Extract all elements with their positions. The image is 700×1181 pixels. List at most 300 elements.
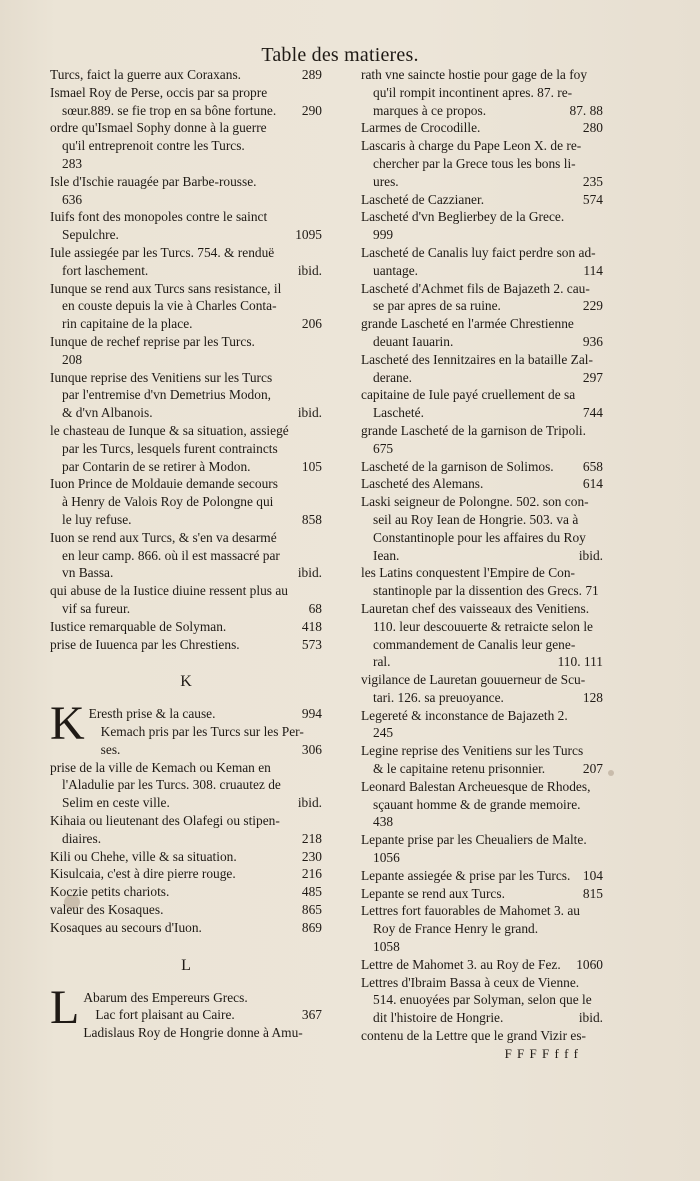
page-reference: 128 [582, 689, 603, 705]
entry-line [50, 102, 322, 120]
index-entry [50, 883, 322, 901]
entry-text: à Henry de Valois Roy de Polongne qui [62, 494, 274, 510]
page-reference: 114 [583, 262, 603, 278]
entry-line [361, 618, 603, 636]
entry-text: 675 [373, 440, 394, 456]
k-entries [50, 697, 322, 936]
entry-line [361, 796, 603, 814]
page-reference: 104 [582, 867, 603, 883]
entry-line [361, 297, 603, 315]
page-reference: 68 [308, 600, 322, 616]
entry-line [50, 883, 322, 901]
entry-text: Kisulcaia, c'est à dire pierre rouge. [50, 866, 236, 882]
page-reference: 229 [582, 298, 603, 314]
entry-line [50, 529, 322, 547]
entry-text: 208 [62, 351, 83, 367]
entry-text: Lettres d'Ibraim Bassa à ceux de Vienne. [361, 974, 580, 990]
index-entry [50, 618, 322, 636]
entry-text: Lascheté. [373, 405, 424, 421]
entry-line [50, 511, 322, 529]
page-reference: 936 [582, 333, 603, 349]
entry-line [50, 618, 322, 636]
entry-text: 999 [373, 227, 394, 243]
entry-text: uantage. [373, 262, 418, 278]
entry-text: Legine reprise des Venitiens sur les Turcs [361, 743, 584, 759]
entry-text: Legereté & inconstance de Bajazeth 2. [361, 707, 568, 723]
entry-text: 636 [62, 191, 83, 207]
entry-text: Ladislaus Roy de Hongrie donne à Amu- [83, 1025, 303, 1041]
section-heading-l: L [181, 956, 191, 974]
entry-text: 1056 [373, 850, 400, 866]
entry-text: les Latins conquestent l'Empire de Con- [361, 565, 576, 581]
index-entry [50, 901, 322, 919]
page-reference: 230 [301, 848, 322, 864]
entry-line [50, 582, 322, 600]
entry-text: sçauant homme & de grande memoire. [373, 796, 581, 812]
page-reference: 290 [301, 102, 322, 118]
page-reference: ibid. [297, 795, 322, 811]
entry-line [83, 1006, 322, 1024]
entry-line [361, 493, 603, 511]
page-reference: 858 [301, 511, 322, 527]
entry-text: tari. 126. sa preuoyance. [373, 689, 504, 705]
entry-line [361, 653, 603, 671]
entry-text: Roy de France Henry le grand. [373, 921, 539, 937]
index-entry [361, 315, 603, 351]
entry-line [361, 280, 603, 298]
entry-line [89, 723, 322, 741]
entry-text: en leur camp. 866. où il est massacré par [62, 547, 280, 563]
entry-text: Sepulchre. [62, 227, 119, 243]
entry-text: Kili ou Chehe, ville & sa situation. [50, 848, 237, 864]
entry-text: Iustice remarquable de Solyman. [50, 618, 227, 634]
entry-text: Leonard Balestan Archeuesque de Rhodes, [361, 778, 591, 794]
entry-line [50, 848, 322, 866]
entry-text: derane. [373, 369, 413, 385]
drop-cap: L [50, 980, 80, 1034]
entry-text: Lascheté de Canalis luy faict perdre son ad- [361, 244, 596, 260]
index-entry [361, 956, 603, 974]
index-entry [361, 137, 603, 190]
entry-text: Lascheté d'Achmet fils de Bajazeth 2. cau- [361, 280, 590, 296]
entry-line [361, 1027, 603, 1045]
entry-text: par l'entremise d'vn Demetrius Modon, [62, 387, 271, 403]
entry-text: seil au Roy Iean de Hongrie. 503. va à [373, 511, 579, 527]
entry-line [361, 422, 603, 440]
entry-text: ral. [373, 654, 391, 670]
entry-text: vif sa fureur. [62, 600, 131, 616]
entry-line [50, 137, 322, 155]
entry-line [361, 742, 603, 760]
entry-text: en couste depuis la vie à Charles Conta- [62, 298, 277, 314]
page-reference: 87. 88 [569, 102, 603, 118]
entry-text: Lepante assiegée & prise par les Turcs. [361, 867, 571, 883]
entry-text: commandement de Canalis leur gene- [373, 636, 576, 652]
entry-text: valeur des Kosaques. [50, 902, 164, 918]
index-entry [361, 600, 603, 671]
entry-text: Kemach pris par les Turcs sur les Per- [100, 724, 304, 740]
right-entries [361, 66, 603, 1045]
entry-text: Kihaia ou lieutenant des Olafegi ou stipen- [50, 813, 280, 829]
entry-text: qu'il rompit incontinent apres. 87. re- [373, 84, 573, 100]
entry-text: qui abuse de la Iustice diuine ressent plus au [50, 583, 288, 599]
entry-line [50, 369, 322, 387]
index-entry [50, 333, 322, 369]
l-entries [50, 980, 322, 1042]
index-entry [361, 974, 603, 1027]
entry-text: Lascaris à charge du Pape Leon X. de re- [361, 138, 582, 154]
index-entry [361, 351, 603, 387]
entry-line [50, 244, 322, 262]
index-entry [50, 208, 322, 244]
page-reference: 573 [301, 636, 322, 652]
entry-text: se par apres de sa ruine. [373, 298, 501, 314]
entry-text: chercher par la Grece tous les bons li- [373, 155, 576, 171]
entry-line [50, 297, 322, 315]
page-reference: 994 [301, 706, 322, 722]
entry-line [361, 902, 603, 920]
entry-line [361, 102, 603, 120]
page-reference: 744 [582, 405, 603, 421]
page-reference: 865 [301, 902, 322, 918]
catchword: F F F F f f f [504, 1045, 579, 1061]
entry-line [50, 262, 322, 280]
entry-text: Lepante se rend aux Turcs. [361, 885, 505, 901]
entry-line [361, 689, 603, 707]
page-reference: ibid. [297, 565, 322, 581]
entry-line [361, 813, 603, 831]
entry-text: deuant Iauarin. [373, 333, 454, 349]
index-entry [361, 458, 603, 476]
entry-line [361, 244, 603, 262]
entry-line [361, 386, 603, 404]
entry-text: Lauretan chef des vaisseaux des Venitiens. [361, 600, 590, 616]
entry-line [50, 547, 322, 565]
entry-line [361, 920, 603, 938]
entry-line [50, 84, 322, 102]
entry-text: 438 [373, 814, 394, 830]
drop-cap: K [50, 697, 85, 751]
entry-text: Iunque se rend aux Turcs sans resistance, il [50, 280, 282, 296]
index-entry [50, 697, 322, 758]
index-entry [361, 885, 603, 903]
entry-line [361, 885, 603, 903]
index-entry [361, 422, 603, 458]
entry-line [361, 600, 603, 618]
entry-text: capitaine de Iule payé cruellement de sa [361, 387, 576, 403]
index-entry [361, 867, 603, 885]
page-reference: 485 [301, 884, 322, 900]
index-entry [50, 582, 322, 618]
entry-line [50, 404, 322, 422]
entry-line [361, 475, 603, 493]
index-entry [361, 671, 603, 707]
entry-text: ordre qu'Ismael Sophy donne à la guerre [50, 120, 267, 136]
page-reference: ibid. [297, 262, 322, 278]
entry-line [361, 333, 603, 351]
entry-text: Iunque reprise des Venitiens sur les Turcs [50, 369, 273, 385]
entry-text: dit l'histoire de Hongrie. [373, 1010, 504, 1026]
entry-line [361, 831, 603, 849]
entry-text: diaires. [62, 830, 102, 846]
entry-text: grande Lascheté de la garnison de Tripoli. [361, 422, 586, 438]
entry-text: & d'vn Albanois. [62, 405, 153, 421]
entry-text: Laski seigneur de Polongne. 502. son con- [361, 494, 589, 510]
index-entry [361, 66, 603, 119]
entry-text: vn Bassa. [62, 565, 114, 581]
page-reference: 280 [582, 120, 603, 136]
index-entry [50, 475, 322, 528]
entry-text: rin capitaine de la place. [62, 316, 193, 332]
page-reference: 216 [301, 866, 322, 882]
page-reference: 1060 [576, 956, 603, 972]
entry-line [83, 1024, 322, 1042]
entry-line [50, 564, 322, 582]
page-reference: 218 [301, 830, 322, 846]
entry-text: prise de Iuuenca par les Chrestiens. [50, 636, 240, 652]
page-reference: 869 [301, 919, 322, 935]
entry-text: marques à ce propos. [373, 102, 487, 118]
entry-line [361, 173, 603, 191]
page-reference: ibid. [578, 1010, 603, 1026]
page-reference: 235 [582, 173, 603, 189]
entry-line [50, 333, 322, 351]
entry-text: Abarum des Empereurs Grecs. [83, 989, 248, 1005]
entry-text: le chasteau de Iunque & sa situation, assiegé [50, 422, 289, 438]
entry-line [361, 369, 603, 387]
entry-line [361, 760, 603, 778]
entry-line [361, 582, 603, 600]
entry-line [50, 759, 322, 777]
index-entry [361, 742, 603, 778]
entry-line [50, 794, 322, 812]
index-entry [50, 848, 322, 866]
left-entries [50, 66, 322, 653]
entry-line [361, 404, 603, 422]
index-entry [361, 119, 603, 137]
page-reference: 306 [301, 741, 322, 757]
entry-line [361, 440, 603, 458]
page-reference: 207 [582, 761, 603, 777]
entry-line [50, 191, 322, 209]
entry-line [361, 315, 603, 333]
entry-text: Ismael Roy de Perse, occis par sa propre [50, 84, 268, 100]
entry-line [50, 315, 322, 333]
entry-line [361, 226, 603, 244]
entry-line [361, 974, 603, 992]
index-entry [361, 778, 603, 831]
entry-line [361, 351, 603, 369]
index-entry [50, 66, 322, 84]
entry-line [361, 547, 603, 565]
entry-line [361, 208, 603, 226]
entry-line [50, 173, 322, 191]
index-entry [361, 902, 603, 955]
entry-line [50, 493, 322, 511]
index-entry [361, 493, 603, 564]
entry-line [361, 1009, 603, 1027]
page-reference: 105 [301, 458, 322, 474]
entry-line [50, 919, 322, 937]
entry-text: Eresth prise & la cause. [88, 706, 216, 722]
entry-line [361, 724, 603, 742]
entry-line [50, 600, 322, 618]
entry-line [50, 865, 322, 883]
entry-text: vigilance de Lauretan gouuerneur de Scu- [361, 672, 586, 688]
page-reference: 110. 111 [557, 654, 603, 670]
index-entry [361, 386, 603, 422]
index-entry [50, 759, 322, 812]
entry-text: Iean. [373, 547, 400, 563]
entry-text: Isle d'Ischie rauagée par Barbe-rousse. [50, 173, 257, 189]
entry-line [89, 741, 322, 759]
entry-text: Koczie petits chariots. [50, 884, 170, 900]
entry-line [50, 830, 322, 848]
right-column [361, 66, 603, 1063]
entry-text: Iule assiegée par les Turcs. 754. & renduë [50, 244, 275, 260]
entry-text: 514. enuoyées par Solyman, selon que le [373, 992, 592, 1008]
entry-text: Lettres fort fauorables de Mahomet 3. au [361, 903, 581, 919]
entry-line [50, 458, 322, 476]
entry-text: grande Lascheté en l'armée Chrestienne [361, 316, 574, 332]
entry-text: 283 [62, 155, 83, 171]
entry-line [361, 564, 603, 582]
entry-line [50, 280, 322, 298]
entry-line [361, 84, 603, 102]
entry-line [361, 262, 603, 280]
page-reference: ibid. [297, 405, 322, 421]
entry-line [50, 776, 322, 794]
index-entry [50, 529, 322, 582]
entry-line [50, 475, 322, 493]
entry-text: stantinople par la dissention des Grecs. 71 [373, 583, 599, 599]
page-reference: 367 [301, 1007, 322, 1023]
entry-line [361, 529, 603, 547]
index-entry [50, 369, 322, 422]
entry-line [361, 956, 603, 974]
entry-text: Constantinople pour les affaires du Roy [373, 529, 586, 545]
entry-text: l'Aladulie par les Turcs. 308. cruautez de [62, 777, 281, 793]
page-reference: 297 [582, 369, 603, 385]
entry-text: Iuifs font des monopoles contre le sainct [50, 209, 268, 225]
entry-text: Lascheté de la garnison de Solimos. [361, 458, 554, 474]
entry-text: 110. leur descouuerte & retraicte selon le [373, 618, 593, 634]
page-stain [608, 770, 614, 776]
page-reference: 614 [582, 476, 603, 492]
entry-text: 245 [373, 725, 394, 741]
index-entry [361, 831, 603, 867]
entry-text: Kosaques au secours d'Iuon. [50, 919, 202, 935]
entry-line [361, 991, 603, 1009]
index-entry [50, 919, 322, 937]
entry-text: Larmes de Crocodille. [361, 120, 481, 136]
entry-line [50, 155, 322, 173]
index-entry [361, 1027, 603, 1045]
index-entry [50, 84, 322, 120]
entry-line [361, 778, 603, 796]
index-entry [361, 564, 603, 600]
entry-line [50, 226, 322, 244]
entry-text: qu'il entreprenoit contre les Turcs. [62, 138, 245, 154]
entry-line [50, 901, 322, 919]
entry-line [361, 137, 603, 155]
page-reference: 658 [582, 458, 603, 474]
entry-text: & le capitaine retenu prisonnier. [373, 761, 546, 777]
entry-line [361, 155, 603, 173]
entry-text: 1058 [373, 939, 400, 955]
index-entry [361, 191, 603, 209]
entry-text: contenu de la Lettre que le grand Vizir es- [361, 1028, 587, 1044]
entry-text: ses. [100, 741, 121, 757]
index-entry [50, 865, 322, 883]
entry-text: rath vne saincte hostie pour gage de la foy [361, 67, 588, 82]
page-reference: 206 [301, 316, 322, 332]
left-column [50, 66, 322, 1042]
entry-line [361, 66, 603, 84]
index-entry [50, 119, 322, 172]
index-entry [50, 422, 322, 475]
entry-line [361, 511, 603, 529]
entry-line [50, 119, 322, 137]
entry-line [50, 636, 322, 654]
index-entry [50, 636, 322, 654]
page-title: Table des matieres. [261, 44, 419, 66]
entry-line [50, 386, 322, 404]
entry-text: ures. [373, 173, 399, 189]
page-reference: 815 [582, 885, 603, 901]
page-reference: 418 [301, 618, 322, 634]
entry-text: Lascheté d'vn Beglierbey de la Grece. [361, 209, 565, 225]
entry-text: Iuon Prince de Moldauie demande secours [50, 476, 278, 492]
entry-text: fort laschement. [62, 262, 149, 278]
entry-text: Iuon se rend aux Turcs, & s'en va desarmé [50, 529, 277, 545]
entry-line [361, 849, 603, 867]
entry-text: prise de la ville de Kemach ou Keman en [50, 759, 271, 775]
entry-line [361, 458, 603, 476]
index-entry [50, 812, 322, 848]
entry-line [361, 636, 603, 654]
index-entry [50, 173, 322, 209]
entry-text: le luy refuse. [62, 511, 132, 527]
section-heading-k: K [180, 673, 192, 691]
entry-text: par les Turcs, lesquels furent contraincts [62, 440, 278, 456]
entry-line [361, 191, 603, 209]
entry-line [83, 989, 322, 1007]
entry-line [50, 440, 322, 458]
index-entry [361, 475, 603, 493]
index-entry [361, 280, 603, 316]
entry-text: Lepante prise par les Cheualiers de Malte. [361, 832, 587, 848]
entry-line [50, 812, 322, 830]
entry-text: Lascheté des Iennitzaires en la bataille Zal- [361, 351, 593, 367]
entry-text: Lascheté des Alemans. [361, 476, 484, 492]
entry-line [50, 66, 322, 84]
page-reference: 1095 [295, 227, 322, 243]
index-entry [50, 280, 322, 333]
entry-line [89, 705, 322, 723]
entry-text: Turcs, faict la guerre aux Coraxans. [50, 67, 242, 82]
index-entry [361, 244, 603, 280]
index-entry [50, 1024, 322, 1042]
page-reference: ibid. [578, 547, 603, 563]
entry-text: Selim en ceste ville. [62, 795, 170, 811]
entry-line [361, 119, 603, 137]
entry-line [50, 208, 322, 226]
index-entry [361, 208, 603, 244]
entry-text: Lettre de Mahomet 3. au Roy de Fez. [361, 956, 561, 972]
page-reference: 574 [582, 191, 603, 207]
entry-text: sœur.889. se fie trop en sa bône fortune. [62, 102, 277, 118]
